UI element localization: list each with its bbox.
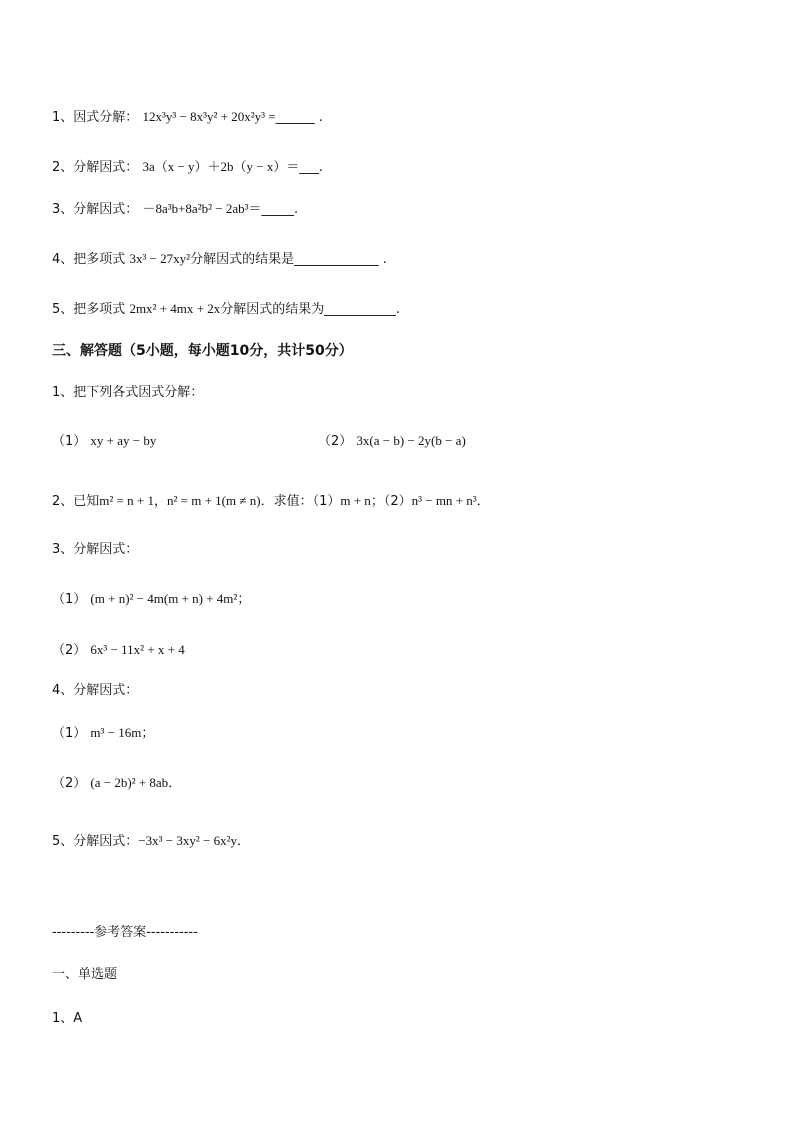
math-expression: n² = m + 1(m ≠ n) [167,493,261,508]
sub-question: （1） m³ − 16m； [52,725,155,741]
math-expression: xy + ay − by [90,433,157,448]
solve-question-5: 5、分解因式：−3x³ − 3xy² − 6x²y． [52,833,250,849]
math-expression: 3a（x − y）＋2b（y − x）＝ [142,159,300,174]
math-expression: (m + n)² − 4m(m + n) + 4m² [90,591,238,606]
answer-divider: ---------参考答案----------- [52,925,198,940]
solve-question-3: 3、分解因式： [52,542,139,557]
answer-blank: ______ [275,110,315,125]
sub-question: （2） (a − 2b)² + 8ab． [52,775,182,791]
section-heading: 三、解答题（5小题，每小题10分，共计50分） [52,343,353,359]
answer-blank: ___ [299,160,319,175]
math-expression: m² = n + 1 [99,493,154,508]
math-expression: n³ − mn + n³ [411,493,477,508]
fill-question-4: 4、把多项式 3x³ − 27xy²分解因式的结果是_____________ . [52,251,387,267]
fill-question-2: 2、分解因式： 3a（x − y）＋2b（y − x）＝___. [52,159,324,175]
math-expression: 6x³ − 11x² + x + 4 [90,642,185,657]
math-expression: 2mx² + 4mx + 2x [129,301,221,316]
sub-question: （1） (m + n)² − 4m(m + n) + 4m²； [52,591,251,607]
math-expression: 12x³y³ − 8x³y² + 20x²y³ = [142,109,276,124]
answer-blank: _____________ [294,252,379,267]
answer-section-heading: 一、单选题 [52,967,118,982]
math-expression: 3x³ − 27xy² [129,251,191,266]
math-expression: －8a³b+8a²b² − 2ab³＝ [142,201,262,216]
math-expression: (a − 2b)² + 8ab [90,775,169,790]
answer-blank: ___________ [324,302,396,317]
solve-question-4: 4、分解因式： [52,683,139,698]
answer-blank: _____ [261,202,295,217]
sub-question: （2） 3x(a − b) − 2y(b − a) [318,433,466,449]
fill-question-5: 5、把多项式 2mx² + 4mx + 2x分解因式的结果为___________. [52,301,400,317]
fill-question-1: 1、因式分解： 12x³y³ − 8x³y² + 20x²y³ =______ . [52,109,323,125]
sub-question: （2） 6x³ − 11x² + x + 4 [52,642,185,658]
answer-item: 1、A [52,1011,83,1026]
math-expression: 3x(a − b) − 2y(b − a) [356,433,466,448]
math-expression: m + n [340,493,371,508]
sub-question: （1） xy + ay − by [52,433,157,449]
fill-question-3: 3、分解因式： －8a³b+8a²b² − 2ab³＝_____. [52,201,299,217]
math-expression: −3x³ − 3xy² − 6x²y [138,833,237,848]
solve-question-1: 1、把下列各式因式分解： [52,385,204,400]
math-expression: m³ − 16m [90,725,142,740]
solve-question-2: 2、已知m² = n + 1，n² = m + 1(m ≠ n)．求值：（1）m + n；（2）n³ − mn + n³． [52,493,490,509]
